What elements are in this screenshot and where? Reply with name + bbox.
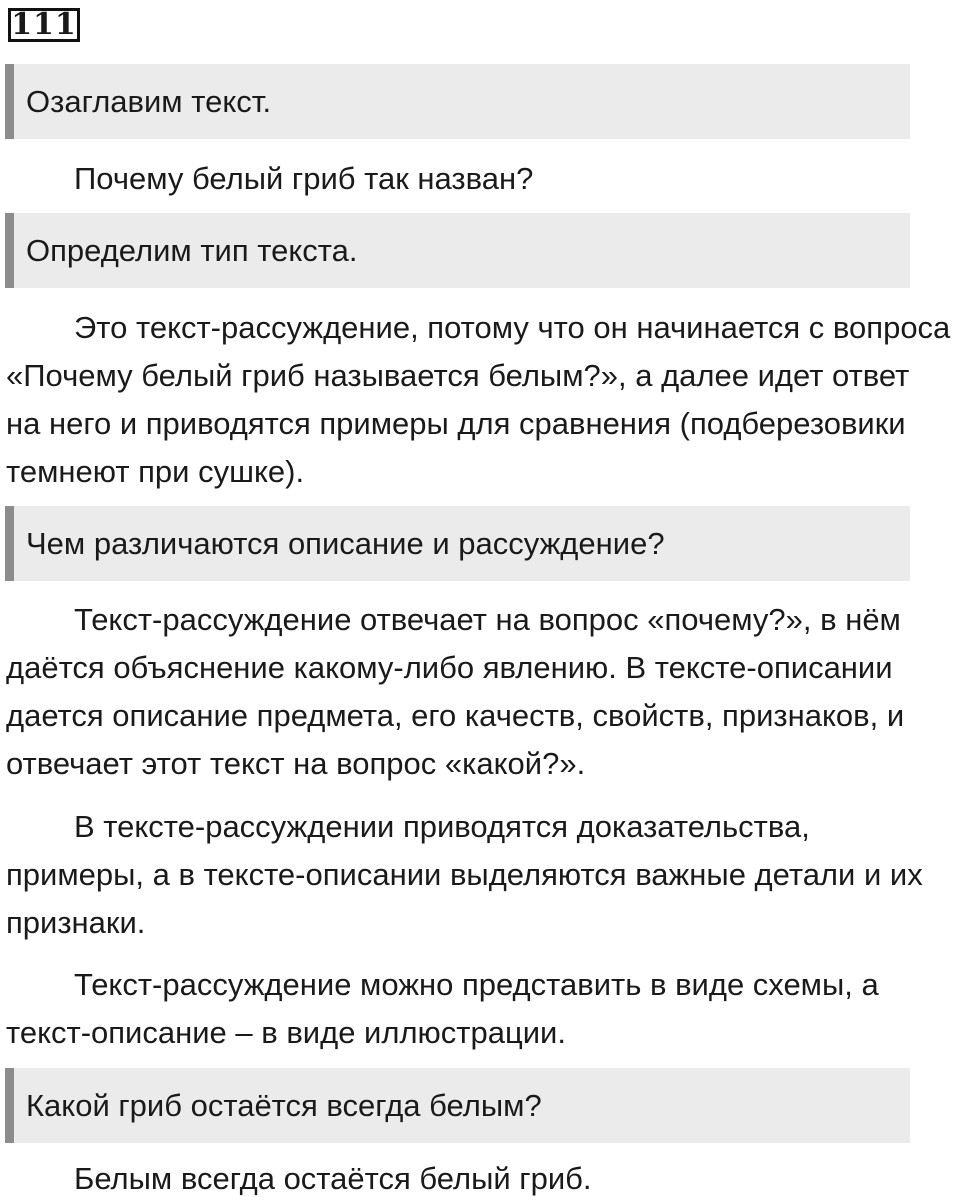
question-text-type: [5, 213, 910, 288]
task-number: 111: [8, 8, 80, 42]
question-text: Озаглавим текст.: [26, 83, 272, 119]
answer-paragraph: В тексте-рассуждении приводятся доказательства, примеры, а в тексте-описании выделяются важные детали и их признаки.: [6, 809, 923, 940]
question-text: Определим тип текста.: [26, 232, 358, 268]
question-always-white-mushroom: [5, 1068, 910, 1143]
answer-paragraph: Почему белый гриб так назван?: [74, 161, 534, 196]
answer-paragraph: Текст-рассуждение можно представить в виде схемы, а текст-описание – в виде иллюстрации.: [6, 967, 879, 1050]
question-description-vs-reasoning: [5, 506, 910, 581]
answer-paragraph: Это текст-рассуждение, потому что он начинается с вопроса «Почему белый гриб называется белым?», а далее идет ответ на него и приводятся примеры для сравнения (подберезовики темнеют при сушке).: [6, 310, 951, 489]
answer-paragraph: Текст-рассуждение отвечает на вопрос «почему?», в нём даётся объяснение какому-либо явлению. В тексте-описании дается описание предмета, его качеств, свойств, признаков, и отвечает этот текст на вопрос «какой?».: [6, 602, 905, 781]
question-text: Чем различаются описание и рассуждение?: [26, 525, 665, 561]
question-text: Какой гриб остаётся всегда белым?: [26, 1087, 542, 1123]
question-title-text: [5, 64, 910, 139]
answer-paragraph: Белым всегда остаётся белый гриб.: [74, 1161, 592, 1196]
